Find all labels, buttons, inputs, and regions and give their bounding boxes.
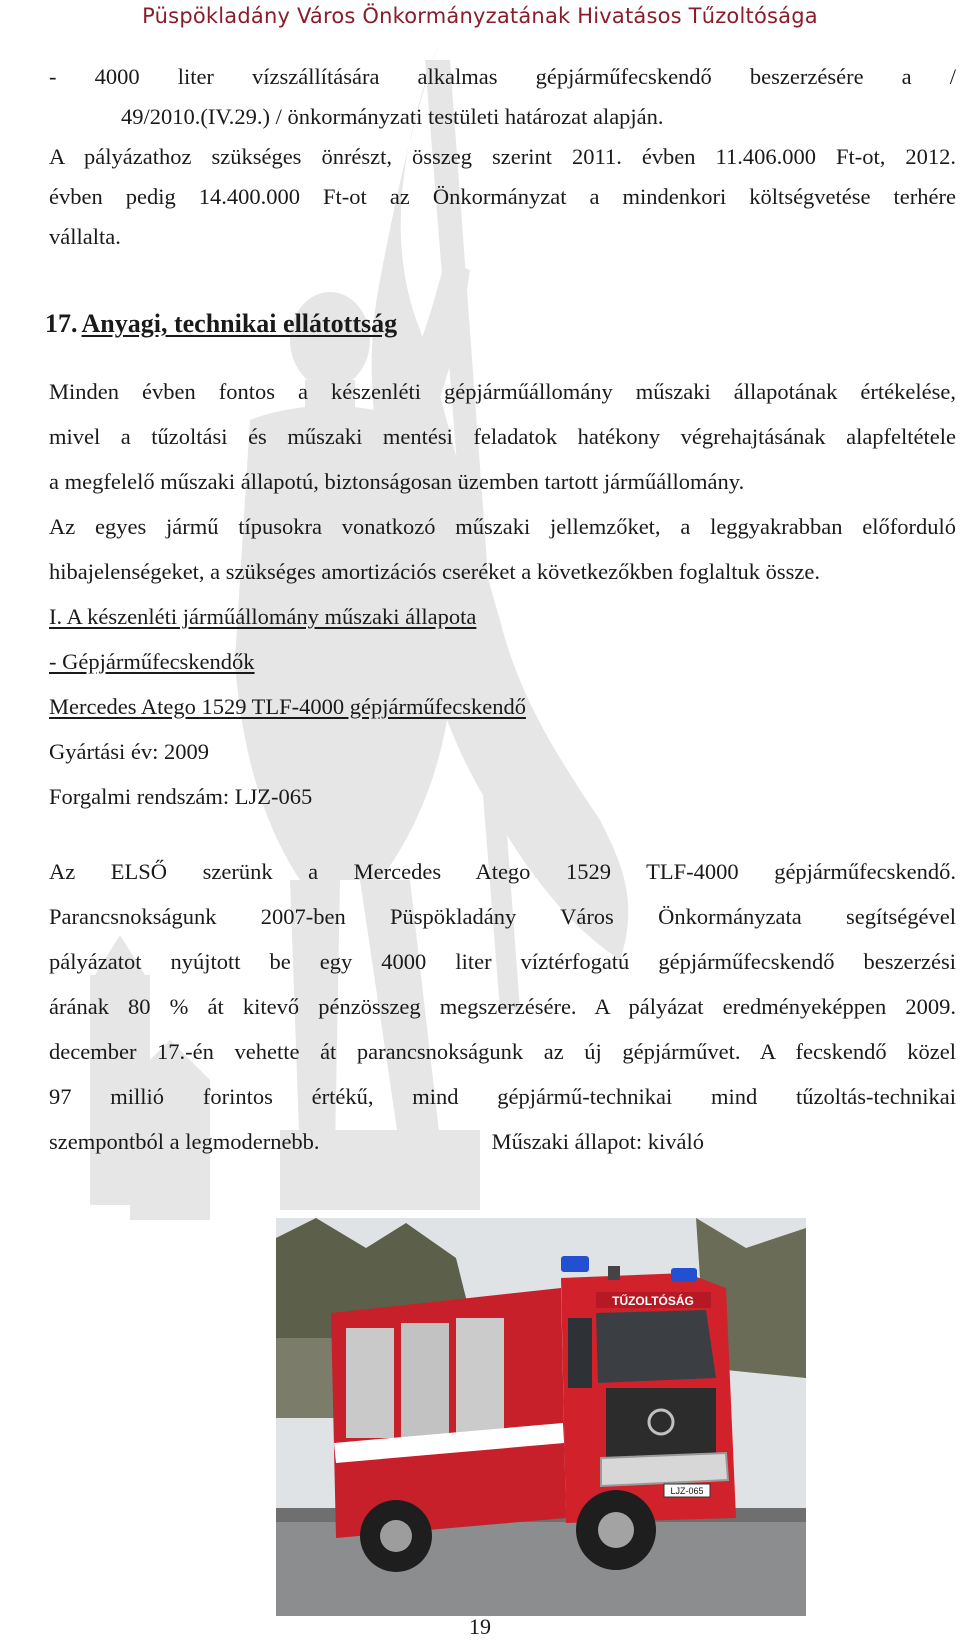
registration-plate: Forgalmi rendszám: LJZ-065 [49,784,313,809]
fire-truck-photo [276,1218,806,1616]
section-title: Anyagi, technikai ellátottság [81,309,398,338]
body-p3-line-2: Parancsnokságunk 2007-ben Püspökladány Város Önkormányzata segítségével [49,904,956,929]
intro-bullet-line-1: - 4000 liter vízszállítására alkalmas gépjárműfecskendő beszerzésére a / [49,64,956,89]
technical-condition: Műszaki állapot: kiváló [491,1129,705,1154]
category-heading: - Gépjárműfecskendők [49,649,255,674]
section-heading [45,308,397,340]
page-header: Püspökladány Város Önkormányzatának Hivatásos Tűzoltósága [142,4,818,28]
body-p2-line-1: Az egyes jármű típusokra vonatkozó műszaki jellemzőket, a leggyakrabban előforduló [49,514,956,539]
body-p3-line-7a: szempontból a legmodernebb. [49,1129,320,1154]
page-number: 19 [469,1614,491,1639]
body-p1-line-2: mivel a tűzoltási és műszaki mentési feladatok hatékony végrehajtásának alapfeltétele [49,424,956,449]
body-p3-line-7 [49,1126,956,1158]
body-p3-line-6: 97 millió forintos értékű, mind gépjármű-technikai mind tűzoltás-technikai [49,1084,956,1109]
fire-truck-illustration [276,1218,806,1616]
intro-bullet-line-2: 49/2010.(IV.29.) / önkormányzati testületi határozat alapján. [121,104,664,129]
body-p3-line-5: december 17.-én vehette át parancsnokságunk az új gépjárművet. A fecskendő közel [49,1039,956,1064]
body-p2-line-2: hibajelenségeket, a szükséges amortizációs cseréket a következőkben foglaltuk össze. [49,559,820,584]
intro-para-line-1: A pályázathoz szükséges önrészt, összeg szerint 2011. évben 11.406.000 Ft-ot, 2012. [49,144,956,169]
production-year: Gyártási év: 2009 [49,739,209,764]
body-p1-line-1: Minden évben fontos a készenléti gépjárműállomány műszaki állapotának értékelése, [49,379,956,404]
truck-sign-text: TŰZOLTÓSÁG [612,1294,694,1308]
sub-heading: I. A készenléti járműállomány műszaki állapota [49,604,477,629]
body-p1-line-3: a megfelelő műszaki állapotú, biztonságosan üzemben tartott járműállomány. [49,469,745,494]
license-plate-text: LJZ-065 [670,1486,704,1496]
section-number: 17. [45,309,78,338]
intro-para-line-2: évben pedig 14.400.000 Ft-ot az Önkormányzat a mindenkori költségvetése terhére [49,184,956,209]
body-p3-line-4: árának 80 % át kitevő pénzösszeg megszerzésére. A pályázat eredményeképpen 2009. [49,994,956,1019]
intro-para-line-3: vállalta. [49,224,121,249]
body-p3-line-3: pályázatot nyújtott be egy 4000 liter víztérfogatú gépjárműfecskendő beszerzési [49,949,956,974]
vehicle-title: Mercedes Atego 1529 TLF-4000 gépjárműfecskendő [49,694,526,719]
body-p3-line-1: Az ELSŐ szerünk a Mercedes Atego 1529 TLF-4000 gépjárműfecskendő. [49,859,956,884]
